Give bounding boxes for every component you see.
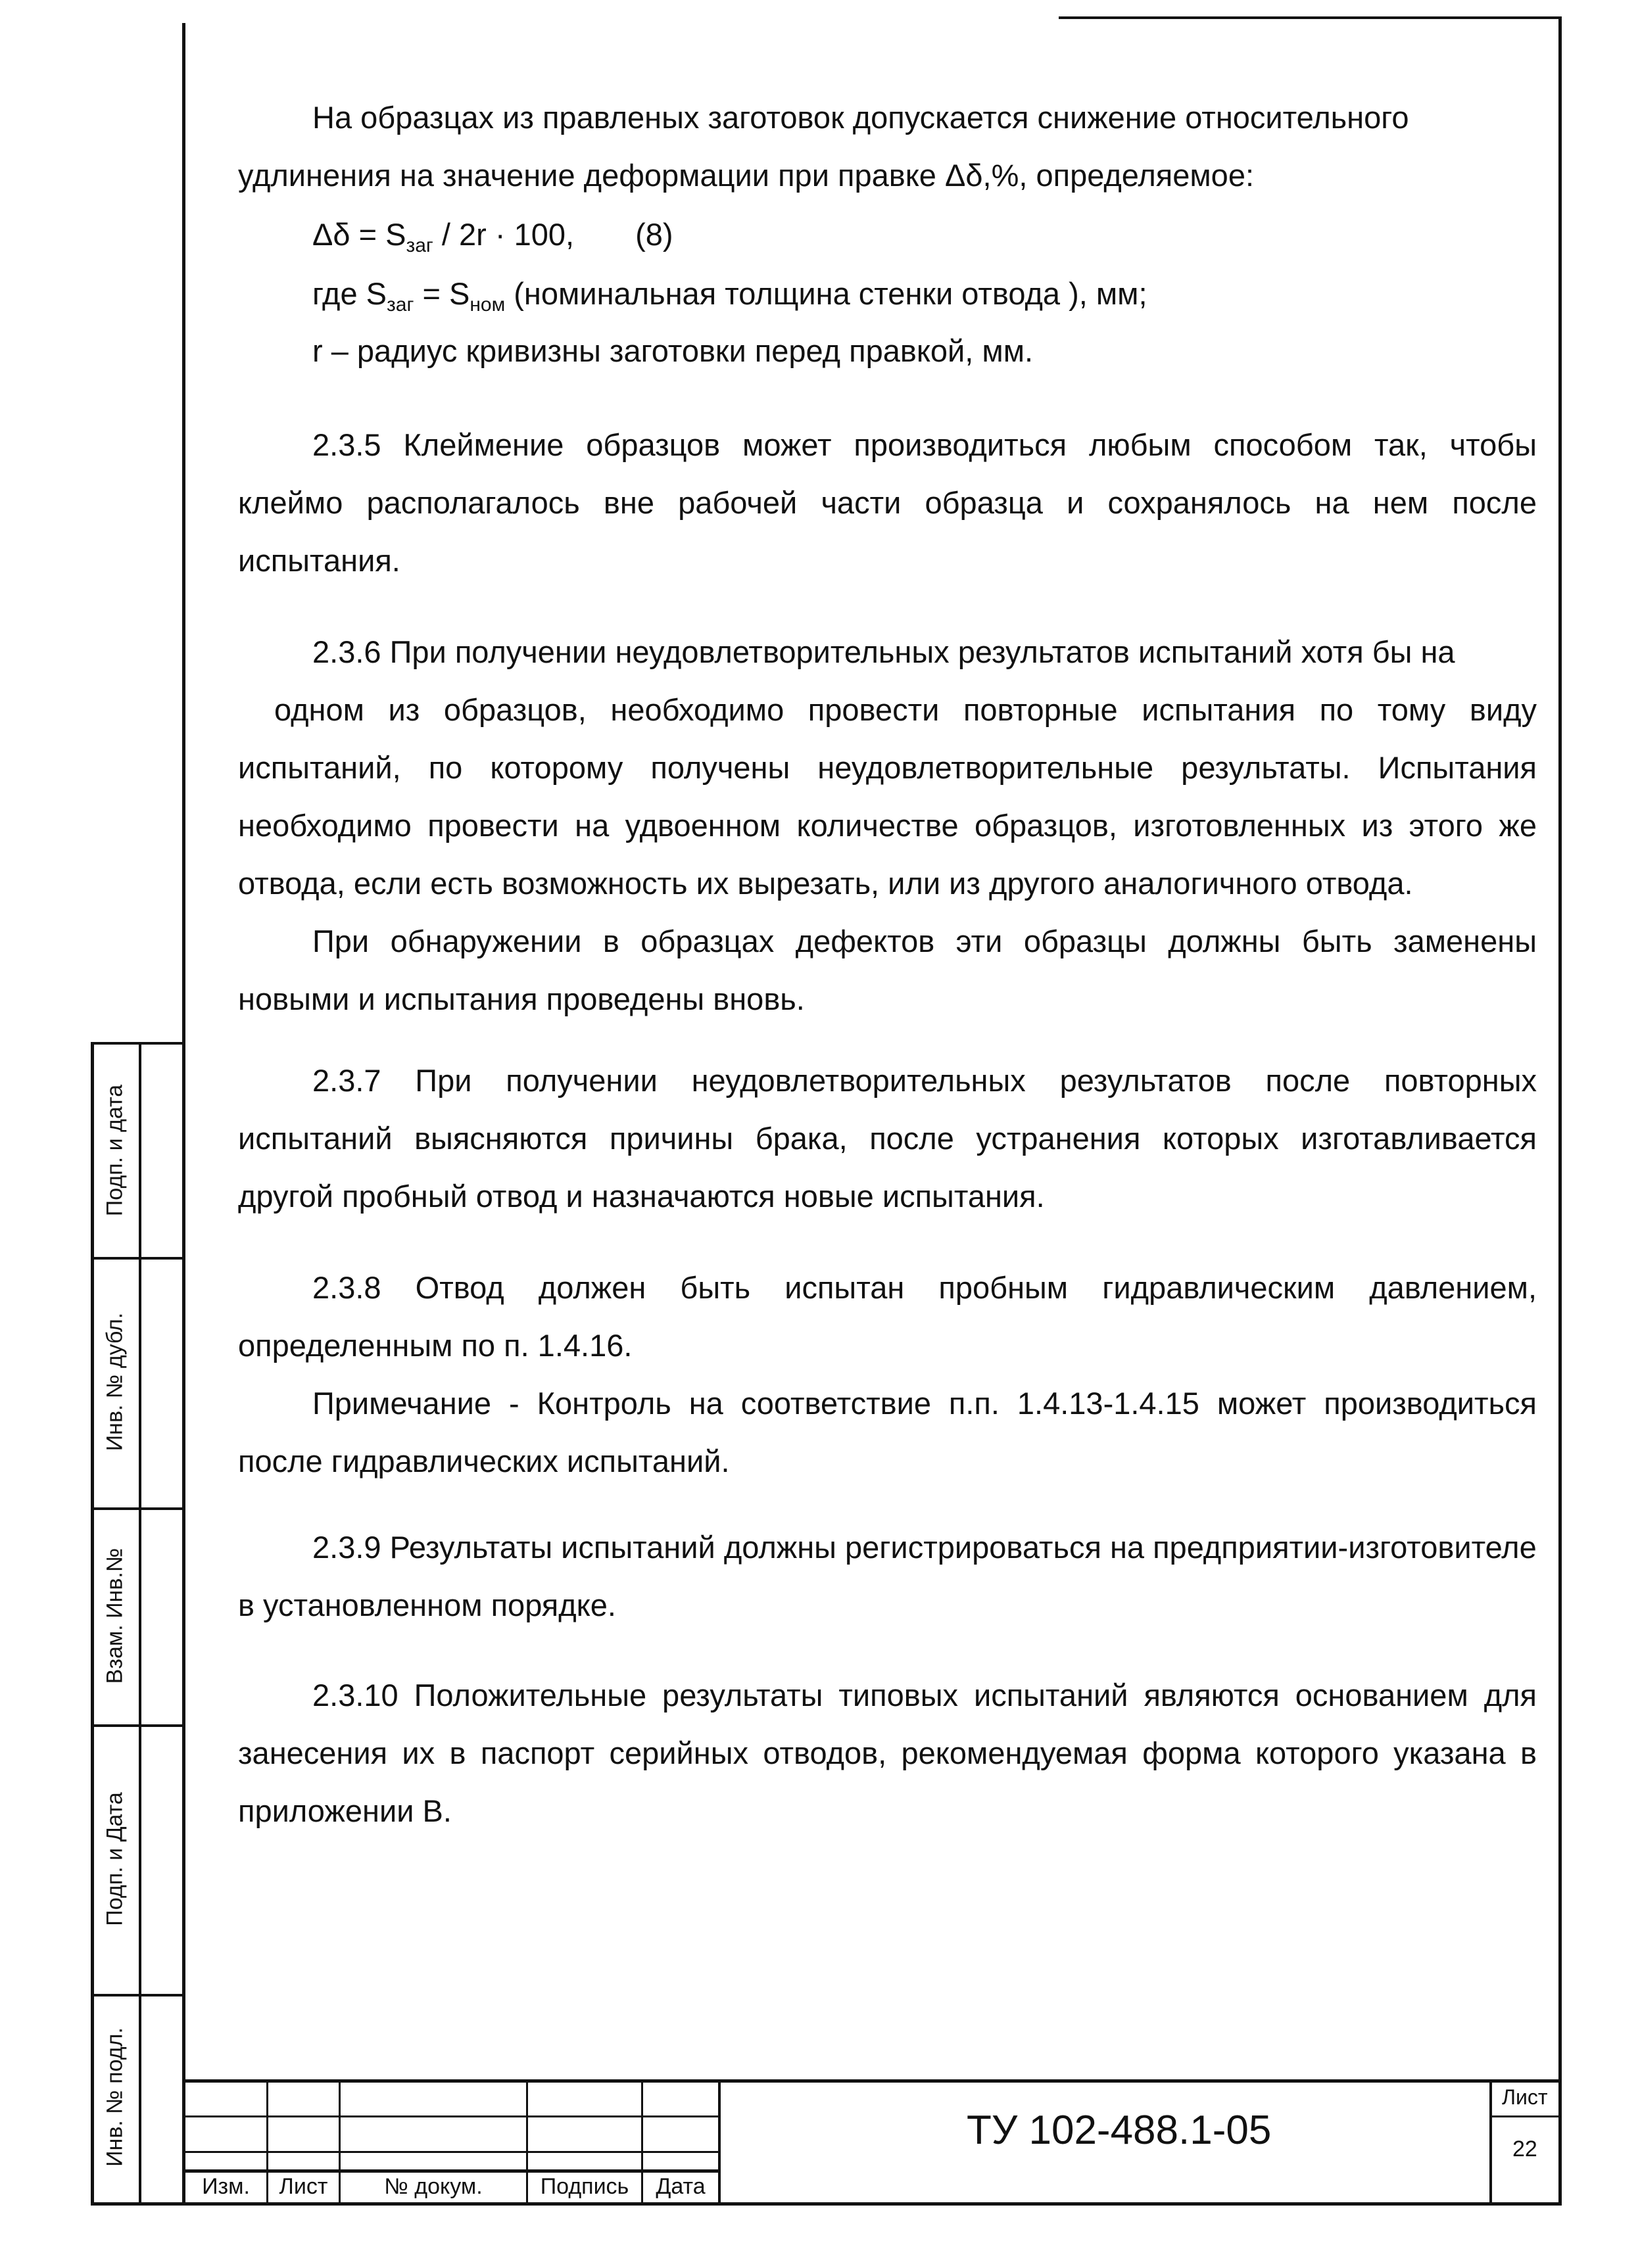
paragraph-2-3-10-text: 2.3.10 Положительные результаты типовых испытаний являются основанием для занесения их в паспорт серийных отводов, рекомендуемая форма которого указана в приложении В. xyxy=(238,1678,1537,1828)
column-change: Изм. xyxy=(202,2174,250,2199)
paragraph-2-3-10 xyxy=(238,1666,1537,1840)
paragraph-2-3-6-defects: При обнаружении в образцах дефектов эти образцы должны быть заменены новыми и испытания проведены вновь. xyxy=(238,924,1537,1016)
frame-top-border xyxy=(1059,16,1560,19)
where-suffix: (номинальная толщина стенки отвода ), мм; xyxy=(505,276,1147,311)
frame-bottom-border xyxy=(91,2202,1562,2206)
paragraph-2-3-6-line1: 2.3.6 При получении неудовлетворительных результатов испытаний хотя бы на xyxy=(312,634,1455,669)
intro-line-1: На образцах из правленых заготовок допускается снижение относительного xyxy=(312,100,1409,135)
paragraph-2-3-6 xyxy=(238,623,1537,1028)
formula-number: (8) xyxy=(635,217,673,252)
frame-left-border xyxy=(182,23,185,2206)
where-prefix: где S xyxy=(312,276,387,311)
inv-original-label: Инв. № подл. xyxy=(102,2027,128,2167)
formula-8 xyxy=(312,206,673,264)
paragraph-2-3-5 xyxy=(238,416,1537,590)
where-subscript-1: заг xyxy=(387,294,414,316)
paragraph-2-3-7-text: 2.3.7 При получении неудовлетворительных результатов после повторных испытаний выясняются причины брака, после устранения которых изготавливается другой пробный отвод и назначаются новые испытания. xyxy=(238,1063,1537,1214)
formula-rhs: / 2r · 100, xyxy=(433,217,575,252)
document-code: ТУ 102-488.1-05 xyxy=(967,2108,1272,2153)
sheet-number: 22 xyxy=(1512,2137,1537,2162)
column-date: Дата xyxy=(656,2174,706,2199)
formula-where xyxy=(312,265,1147,323)
column-sheet: Лист xyxy=(279,2174,328,2199)
column-signature: Подпись xyxy=(540,2174,629,2199)
radius-definition: r – радиус кривизны заготовки перед правкой, мм. xyxy=(312,333,1034,368)
sign-date-label-2: Подп. и Дата xyxy=(102,1792,128,1926)
paragraph-2-3-7 xyxy=(238,1052,1537,1225)
paragraph-2-3-6-body: одном из образцов, необходимо провести повторные испытания по тому виду испытаний, по которому получены неудовлетворительные результаты. Испытания необходимо провести на удвоенном количестве образцов, изготовленных из этого же отвода, если есть возможность их вырезать, или из другого аналогичного отвода. xyxy=(238,692,1537,901)
inv-duplicate-label: Инв. № дубл. xyxy=(102,1312,128,1452)
note-text: Примечание - Контроль на соответствие п.п. 1.4.13-1.4.15 может производиться после гидравлических испытаний. xyxy=(238,1386,1537,1478)
frame-right-border xyxy=(1558,16,1562,2206)
where-subscript-2: ном xyxy=(470,294,506,316)
replace-inv-label: Взам. Инв.№ xyxy=(102,1547,128,1684)
paragraph-2-3-9-text: 2.3.9 Результаты испытаний должны регистрироваться на предприятии-изготовителе в установленном порядке. xyxy=(238,1530,1537,1622)
intro-line-2: удлинения на значение деформации при правке Δδ,%, определяемое: xyxy=(238,158,1255,193)
where-mid: = S xyxy=(414,276,470,311)
formula-lhs: Δδ = S xyxy=(312,217,406,252)
column-doc-number: № докум. xyxy=(384,2174,483,2199)
sign-date-label-1: Подп. и дата xyxy=(102,1084,128,1217)
paragraph-2-3-9 xyxy=(238,1519,1537,1634)
paragraph-2-3-5-text: 2.3.5 Клеймение образцов может производиться любым способом так, чтобы клеймо располагалось вне рабочей части образца и сохранялось на нем после испытания. xyxy=(238,427,1537,578)
sheet-label: Лист xyxy=(1502,2085,1548,2109)
paragraph-2-3-8-text: 2.3.8 Отвод должен быть испытан пробным гидравлическим давлением, определенным по п. 1.4.16. xyxy=(238,1270,1537,1363)
paragraph-2-3-8 xyxy=(238,1259,1537,1490)
formula-subscript: заг xyxy=(406,235,433,256)
